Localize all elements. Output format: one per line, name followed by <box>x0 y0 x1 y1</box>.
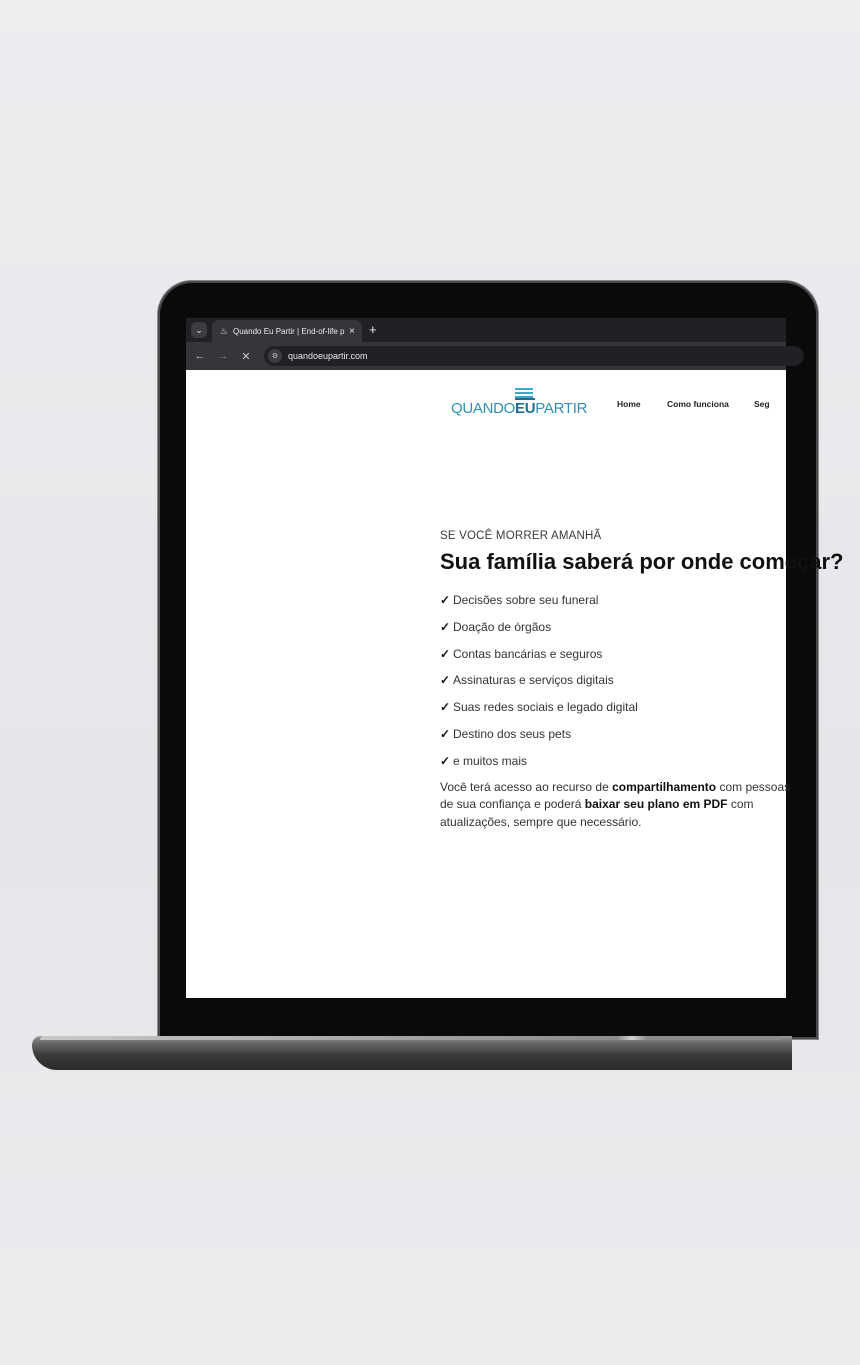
hero-description <box>440 779 800 832</box>
feature-item <box>440 647 860 674</box>
feature-text: Decisões sobre seu funeral <box>453 593 599 607</box>
laptop-screen <box>186 318 844 998</box>
forward-arrow-icon[interactable]: → <box>217 350 229 362</box>
check-icon: ✓ <box>440 593 451 607</box>
description-text: com pessoas de sua confiança e poderá <box>440 779 791 812</box>
description-bold-text: baixar seu plano em PDF <box>584 797 728 812</box>
feature-item <box>440 620 860 647</box>
feature-item <box>440 593 860 620</box>
feature-item <box>440 673 860 700</box>
browser-tab[interactable] <box>212 320 362 342</box>
hero-headline: Sua família saberá por onde começar? <box>440 549 844 574</box>
site-logo[interactable] <box>451 388 588 418</box>
check-icon: ✓ <box>440 619 451 634</box>
feature-text: Destino dos seus pets <box>453 726 572 741</box>
web-page <box>186 374 844 998</box>
nav-link-seg[interactable]: Seg <box>754 399 770 409</box>
description-text: com atualizações, sempre que necessário. <box>440 797 754 829</box>
check-icon: ✓ <box>440 673 451 688</box>
feature-list <box>440 593 860 781</box>
check-icon: ✓ <box>440 753 451 768</box>
feature-text: Doação de órgãos <box>453 619 552 634</box>
logo-text <box>451 400 587 417</box>
browser-tab-bar <box>186 318 786 342</box>
tab-title: Quando Eu Partir | End-of-life p <box>233 326 345 336</box>
check-icon: ✓ <box>440 700 451 715</box>
logo-text-partir: PARTIR <box>535 400 588 417</box>
check-icon: ✓ <box>440 726 451 741</box>
logo-text-eu: EU <box>515 400 536 417</box>
nav-link-como-funciona[interactable]: Como funciona <box>667 399 729 409</box>
laptop-base-edge <box>40 1036 780 1040</box>
feature-item <box>440 754 860 781</box>
logo-text-quando: QUANDO <box>451 400 516 417</box>
hero-eyebrow: SE VOCÊ MORRER AMANHÃ <box>440 530 602 542</box>
laptop-base <box>32 1036 792 1070</box>
site-info-icon[interactable]: ⚙ <box>268 349 282 363</box>
address-bar[interactable] <box>264 346 804 366</box>
new-tab-icon[interactable]: + <box>369 322 377 337</box>
back-arrow-icon[interactable]: ← <box>194 350 206 362</box>
feature-text: e muitos mais <box>453 753 528 768</box>
nav-link-home[interactable]: Home <box>617 399 641 409</box>
feature-text: Suas redes sociais e legado digital <box>453 700 638 715</box>
url-text: quandoeupartir.com <box>288 351 368 361</box>
tab-list-icon[interactable]: ⌄ <box>191 322 207 338</box>
description-bold-text: compartilhamento <box>612 779 717 794</box>
check-icon: ✓ <box>440 646 451 661</box>
feature-text: Contas bancárias e seguros <box>453 646 603 661</box>
feature-item <box>440 700 860 727</box>
browser-toolbar <box>186 342 786 370</box>
feature-text: Assinaturas e serviços digitais <box>453 673 614 688</box>
stop-loading-icon[interactable]: ✕ <box>241 350 251 363</box>
hero-section <box>440 530 860 843</box>
description-text: Você terá acesso ao recurso de <box>440 779 613 794</box>
close-tab-icon[interactable]: × <box>349 325 355 337</box>
favicon-icon: ♨ <box>219 325 229 336</box>
feature-item <box>440 727 860 754</box>
